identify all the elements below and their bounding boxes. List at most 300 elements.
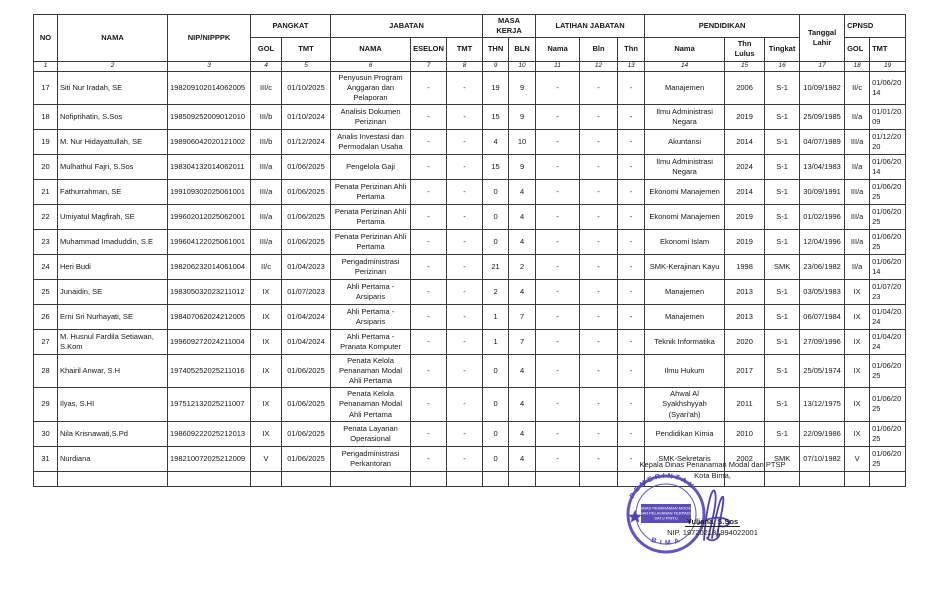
cell-no: 28: [34, 354, 58, 387]
table-row: [34, 354, 906, 387]
cell-latihan-nama: -: [536, 154, 580, 179]
cell-tmt-jabatan: -: [447, 388, 483, 421]
cell-tanggal-lahir: 22/09/1986: [800, 421, 845, 446]
cell-pendidikan-nama: Ekonomi Islam: [645, 229, 725, 254]
cell-masa-kerja-thn: 21: [483, 254, 509, 279]
cell-cpnsd-gol: II/a: [845, 154, 870, 179]
official-stamp: [608, 468, 798, 560]
cell-cpnsd-tmt: 01/12/2020: [870, 129, 906, 154]
cell-pendidikan-nama: SMK-Sekretaris: [645, 446, 725, 471]
cell-masa-kerja-bln: 9: [509, 71, 536, 104]
cell-gol: IX: [251, 354, 282, 387]
cell-nip: 199609272024211004: [168, 329, 251, 354]
cell-cpnsd-tmt: 01/06/2025: [870, 204, 906, 229]
col-number: 18: [845, 61, 870, 71]
cell-jabatan: Ahli Pertama - Pranata Komputer: [331, 329, 411, 354]
cell-cpnsd-tmt: 01/06/2025: [870, 421, 906, 446]
cell-jabatan: Penata Perizinan Ahli Pertama: [331, 229, 411, 254]
column-number-row: [34, 61, 906, 71]
cell-jabatan: Penata Layanan Operasional: [331, 421, 411, 446]
cell-masa-kerja-bln: [509, 471, 536, 486]
cell-gol: IX: [251, 388, 282, 421]
cell-thn-lulus: 2014: [725, 179, 765, 204]
col-header-jabatan: JABATAN: [331, 15, 483, 38]
cell-latihan-thn: -: [618, 71, 645, 104]
cell-latihan-thn: -: [618, 329, 645, 354]
col-header-masa-kerja: MASA KERJA: [483, 15, 536, 38]
cell-nama: Nila Krisnawati,S.Pd: [58, 421, 168, 446]
cell-masa-kerja-thn: 0: [483, 354, 509, 387]
col-header-gol: GOL: [251, 38, 282, 61]
cell-masa-kerja-bln: 4: [509, 279, 536, 304]
cell-gol: V: [251, 446, 282, 471]
col-number: 19: [870, 61, 906, 71]
cell-nama: [58, 471, 168, 486]
cell-nip: 198609222025212013: [168, 421, 251, 446]
table-row: [34, 304, 906, 329]
cell-cpnsd-tmt: 01/06/2025: [870, 179, 906, 204]
signer-nip: NIP. 197202131994022001: [667, 528, 758, 537]
cell-latihan-nama: -: [536, 421, 580, 446]
cell-eselon: -: [411, 104, 447, 129]
cell-cpnsd-gol: IX: [845, 421, 870, 446]
cell-tingkat: S-1: [765, 104, 800, 129]
cell-latihan-bln: -: [580, 179, 618, 204]
cell-masa-kerja-bln: 4: [509, 446, 536, 471]
cell-nip: 199602012025062001: [168, 204, 251, 229]
signature-title: Kepala Dinas Penanaman Modal dan PTSP: [639, 460, 786, 469]
col-header-nama: NAMA: [58, 15, 168, 62]
cell-cpnsd-gol: III/a: [845, 204, 870, 229]
cell-tmt-jabatan: -: [447, 354, 483, 387]
cell-nip: 198305032023211012: [168, 279, 251, 304]
cell-latihan-thn: -: [618, 421, 645, 446]
cell-cpnsd-gol: III/a: [845, 229, 870, 254]
cell-no: [34, 471, 58, 486]
cell-gol: II/c: [251, 254, 282, 279]
col-number: 9: [483, 61, 509, 71]
col-header-tmt-jabatan: TMT: [447, 38, 483, 61]
cell-latihan-nama: -: [536, 304, 580, 329]
cell-jabatan: Penata Kelola Penanaman Modal Ahli Pertama: [331, 354, 411, 387]
cell-pendidikan-nama: Akuntansi: [645, 129, 725, 154]
cell-no: 25: [34, 279, 58, 304]
stamp-ring-bottom-text: BIMA: [650, 535, 685, 548]
cell-latihan-nama: -: [536, 179, 580, 204]
cell-tmt-pangkat: 01/06/2025: [282, 446, 331, 471]
cell-masa-kerja-thn: 1: [483, 329, 509, 354]
cell-masa-kerja-thn: [483, 471, 509, 486]
cell-eselon: -: [411, 421, 447, 446]
cell-cpnsd-tmt: 01/06/2025: [870, 229, 906, 254]
cell-latihan-nama: -: [536, 204, 580, 229]
cell-nama: Muhammad Imaduddin, S.E: [58, 229, 168, 254]
cell-jabatan: Penata Perizinan Ahli Pertama: [331, 204, 411, 229]
cell-nip: 199604122025061001: [168, 229, 251, 254]
cell-cpnsd-tmt: 01/07/2023: [870, 279, 906, 304]
cell-no: 22: [34, 204, 58, 229]
cell-nama: M. Nur Hidayattullah, SE: [58, 129, 168, 154]
cell-masa-kerja-bln: 4: [509, 229, 536, 254]
cell-pendidikan-nama: Pendidikan Kimia: [645, 421, 725, 446]
cell-latihan-nama: -: [536, 354, 580, 387]
cell-eselon: -: [411, 304, 447, 329]
cell-tmt-pangkat: 01/06/2025: [282, 179, 331, 204]
cell-nama: Junaidin, SE: [58, 279, 168, 304]
cell-jabatan: Penata Kelola Penanaman Modal Ahli Pertama: [331, 388, 411, 421]
cell-tmt-jabatan: -: [447, 329, 483, 354]
table-row: [34, 329, 906, 354]
cell-gol: IX: [251, 421, 282, 446]
cell-eselon: [411, 471, 447, 486]
col-header-latihan-jabatan: LATIHAN JABATAN: [536, 15, 645, 38]
cell-nama: Ilyas, S.HI: [58, 388, 168, 421]
cell-masa-kerja-thn: 0: [483, 229, 509, 254]
col-number: 5: [282, 61, 331, 71]
cell-no: 30: [34, 421, 58, 446]
col-number: 17: [800, 61, 845, 71]
cell-latihan-nama: -: [536, 329, 580, 354]
cell-tanggal-lahir: 01/02/1996: [800, 204, 845, 229]
cell-nama: M. Husnul Fardila Setiawan, S.Kom: [58, 329, 168, 354]
cell-latihan-nama: -: [536, 446, 580, 471]
cell-tingkat: SMK: [765, 254, 800, 279]
cell-pendidikan-nama: Manajemen: [645, 71, 725, 104]
cell-eselon: -: [411, 354, 447, 387]
cell-masa-kerja-thn: 15: [483, 104, 509, 129]
cell-jabatan: Pengadministrasi Perizinan: [331, 254, 411, 279]
col-number: 12: [580, 61, 618, 71]
cell-nip: 198206232014061004: [168, 254, 251, 279]
col-number: 14: [645, 61, 725, 71]
col-number: 1: [34, 61, 58, 71]
col-header-cpnsd-tmt: TMT: [870, 38, 906, 61]
cell-masa-kerja-thn: 0: [483, 446, 509, 471]
cell-pendidikan-nama: Ilmu Administrasi Negara: [645, 104, 725, 129]
cell-tmt-jabatan: -: [447, 279, 483, 304]
cell-latihan-bln: -: [580, 279, 618, 304]
col-number: 13: [618, 61, 645, 71]
table-row: [34, 229, 906, 254]
cell-masa-kerja-bln: 2: [509, 254, 536, 279]
cell-gol: III/a: [251, 179, 282, 204]
cell-latihan-thn: -: [618, 229, 645, 254]
cell-tanggal-lahir: 03/05/1983: [800, 279, 845, 304]
cell-nama: Heri Budi: [58, 254, 168, 279]
cell-tmt-jabatan: -: [447, 446, 483, 471]
col-header-latihan-bln: Bln: [580, 38, 618, 61]
cell-tingkat: S-1: [765, 229, 800, 254]
cell-thn-lulus: 2013: [725, 304, 765, 329]
cell-masa-kerja-bln: 4: [509, 204, 536, 229]
cell-nip: 198509252009012010: [168, 104, 251, 129]
col-header-tingkat: Tingkat: [765, 38, 800, 61]
cell-eselon: -: [411, 204, 447, 229]
col-header-pendidikan: PENDIDIKAN: [645, 15, 800, 38]
cell-jabatan: Penyusun Program Anggaran dan Pelaporan: [331, 71, 411, 104]
cell-masa-kerja-bln: 9: [509, 154, 536, 179]
table-row: [34, 179, 906, 204]
cell-no: 29: [34, 388, 58, 421]
cell-eselon: -: [411, 154, 447, 179]
col-number: 15: [725, 61, 765, 71]
cell-thn-lulus: 2014: [725, 129, 765, 154]
cell-gol: III/b: [251, 129, 282, 154]
cell-masa-kerja-bln: 4: [509, 179, 536, 204]
cell-tingkat: S-1: [765, 354, 800, 387]
cell-tanggal-lahir: 27/09/1996: [800, 329, 845, 354]
cell-tmt-pangkat: 01/12/2024: [282, 129, 331, 154]
cell-tingkat: S-1: [765, 279, 800, 304]
cell-no: 27: [34, 329, 58, 354]
cell-thn-lulus: 1998: [725, 254, 765, 279]
cell-tmt-jabatan: [447, 471, 483, 486]
cell-gol: III/a: [251, 204, 282, 229]
cell-jabatan: Pengadministrasi Perkantoran: [331, 446, 411, 471]
col-header-tanggal-lahir: Tanggal Lahir: [800, 15, 845, 62]
cell-latihan-nama: -: [536, 388, 580, 421]
cell-jabatan: Analisis Dokumen Perizinan: [331, 104, 411, 129]
cell-latihan-nama: -: [536, 104, 580, 129]
cell-masa-kerja-thn: 19: [483, 71, 509, 104]
col-header-no: NO: [34, 15, 58, 62]
personnel-table: [33, 14, 906, 487]
cell-cpnsd-gol: IX: [845, 304, 870, 329]
cell-thn-lulus: 2019: [725, 229, 765, 254]
cell-no: 23: [34, 229, 58, 254]
cell-cpnsd-gol: III/a: [845, 179, 870, 204]
cell-latihan-thn: -: [618, 388, 645, 421]
cell-masa-kerja-bln: 10: [509, 129, 536, 154]
cell-tmt-pangkat: 01/10/2025: [282, 71, 331, 104]
cell-no: 24: [34, 254, 58, 279]
cell-nip: [168, 471, 251, 486]
cell-latihan-thn: -: [618, 129, 645, 154]
cell-tmt-jabatan: -: [447, 179, 483, 204]
cell-latihan-thn: -: [618, 254, 645, 279]
cell-masa-kerja-thn: 1: [483, 304, 509, 329]
cell-latihan-bln: -: [580, 329, 618, 354]
cell-cpnsd-gol: V: [845, 446, 870, 471]
cell-cpnsd-gol: IX: [845, 388, 870, 421]
col-header-cpnsd: CPNSD: [845, 15, 906, 38]
cell-latihan-bln: -: [580, 229, 618, 254]
cell-tmt-jabatan: -: [447, 129, 483, 154]
cell-tmt-jabatan: -: [447, 71, 483, 104]
cell-tanggal-lahir: 30/09/1991: [800, 179, 845, 204]
col-number: 16: [765, 61, 800, 71]
cell-nama: Umiyatul Magfirah, SE: [58, 204, 168, 229]
cell-tmt-pangkat: 01/06/2025: [282, 229, 331, 254]
stamp-inner-line2: DAN PELAYANAN TERPADU: [639, 510, 693, 516]
cell-nama: Fathurrahman, SE: [58, 179, 168, 204]
cell-thn-lulus: 2017: [725, 354, 765, 387]
cell-eselon: -: [411, 129, 447, 154]
col-number: 7: [411, 61, 447, 71]
cell-tmt-pangkat: 01/10/2024: [282, 104, 331, 129]
cell-cpnsd-tmt: 01/06/2014: [870, 254, 906, 279]
stamp-inner-line3: SATU PINTU: [654, 515, 678, 521]
cell-tingkat: S-1: [765, 421, 800, 446]
cell-thn-lulus: 2013: [725, 279, 765, 304]
cell-cpnsd-tmt: 01/01/2009: [870, 104, 906, 129]
cell-cpnsd-gol: IX: [845, 279, 870, 304]
cell-pendidikan-nama: Ekonomi Manajemen: [645, 204, 725, 229]
cell-eselon: -: [411, 329, 447, 354]
cell-nip: 198304132014062011: [168, 154, 251, 179]
cell-latihan-bln: -: [580, 129, 618, 154]
col-header-nip: NIP/NIPPPK: [168, 15, 251, 62]
cell-tingkat: S-1: [765, 154, 800, 179]
cell-tmt-pangkat: 01/06/2025: [282, 204, 331, 229]
cell-gol: IX: [251, 329, 282, 354]
cell-nip: 199109302025061001: [168, 179, 251, 204]
cell-masa-kerja-thn: 0: [483, 421, 509, 446]
cell-masa-kerja-bln: 4: [509, 354, 536, 387]
cell-gol: IX: [251, 279, 282, 304]
col-number: 2: [58, 61, 168, 71]
cell-masa-kerja-bln: 4: [509, 421, 536, 446]
cell-tingkat: S-1: [765, 204, 800, 229]
cell-latihan-thn: -: [618, 304, 645, 329]
table-row: [34, 279, 906, 304]
cell-gol: III/a: [251, 154, 282, 179]
cell-cpnsd-tmt: 01/06/2025: [870, 446, 906, 471]
col-header-jabatan-nama: NAMA: [331, 38, 411, 61]
col-header-bln: BLN: [509, 38, 536, 61]
cell-thn-lulus: 2002: [725, 446, 765, 471]
cell-thn-lulus: 2024: [725, 154, 765, 179]
cell-tmt-jabatan: -: [447, 229, 483, 254]
cell-eselon: -: [411, 254, 447, 279]
cell-nama: Mulhathul Fajri, S.Sos: [58, 154, 168, 179]
cell-masa-kerja-bln: 4: [509, 388, 536, 421]
table-row: [34, 71, 906, 104]
cell-tanggal-lahir: 23/06/1982: [800, 254, 845, 279]
cell-thn-lulus: 2019: [725, 104, 765, 129]
cell-jabatan: Ahli Pertama - Arsiparis: [331, 304, 411, 329]
cell-no: 31: [34, 446, 58, 471]
cell-latihan-thn: -: [618, 279, 645, 304]
cell-latihan-bln: -: [580, 254, 618, 279]
cell-tmt-pangkat: 01/06/2025: [282, 421, 331, 446]
col-number: 11: [536, 61, 580, 71]
cell-latihan-bln: -: [580, 204, 618, 229]
cell-tanggal-lahir: 25/09/1985: [800, 104, 845, 129]
table-row: [34, 388, 906, 421]
cell-latihan-thn: -: [618, 354, 645, 387]
cell-gol: III/a: [251, 229, 282, 254]
cell-jabatan: Ahli Pertama - Arsiparis: [331, 279, 411, 304]
cell-latihan-thn: -: [618, 204, 645, 229]
cell-tingkat: S-1: [765, 71, 800, 104]
cell-tmt-pangkat: 01/06/2025: [282, 388, 331, 421]
cell-tmt-pangkat: 01/06/2025: [282, 154, 331, 179]
stamp-inner-line1: DINAS PENANAMAN MODAL: [638, 505, 694, 511]
cell-jabatan: Analis Investasi dan Permodalan Usaha: [331, 129, 411, 154]
table-body: [34, 71, 906, 486]
cell-tanggal-lahir: 13/12/1975: [800, 388, 845, 421]
cell-thn-lulus: 2010: [725, 421, 765, 446]
cell-latihan-thn: -: [618, 446, 645, 471]
cell-tmt-pangkat: 01/07/2023: [282, 279, 331, 304]
table-row: [34, 421, 906, 446]
table-header: [34, 15, 906, 72]
cell-tingkat: S-1: [765, 129, 800, 154]
cell-latihan-bln: -: [580, 104, 618, 129]
cell-pendidikan-nama: Ekonomi Manajemen: [645, 179, 725, 204]
cell-pendidikan-nama: Ilmu Hukum: [645, 354, 725, 387]
cell-cpnsd-gol: II/c: [845, 71, 870, 104]
col-number: 6: [331, 61, 411, 71]
col-number: 4: [251, 61, 282, 71]
cell-tmt-pangkat: [282, 471, 331, 486]
cell-cpnsd-gol: III/a: [845, 129, 870, 154]
cell-no: 21: [34, 179, 58, 204]
cell-pendidikan-nama: Manajemen: [645, 279, 725, 304]
cell-eselon: -: [411, 279, 447, 304]
col-header-thn: THN: [483, 38, 509, 61]
cell-latihan-bln: -: [580, 421, 618, 446]
cell-latihan-nama: -: [536, 229, 580, 254]
cell-thn-lulus: 2006: [725, 71, 765, 104]
cell-tingkat: S-1: [765, 329, 800, 354]
cell-masa-kerja-thn: 0: [483, 204, 509, 229]
cell-pendidikan-nama: Ilmu Administrasi Negara: [645, 154, 725, 179]
cell-thn-lulus: 2019: [725, 204, 765, 229]
cell-nama: Nurdiana: [58, 446, 168, 471]
cell-gol: III/c: [251, 71, 282, 104]
cell-jabatan: [331, 471, 411, 486]
cell-eselon: -: [411, 446, 447, 471]
cell-nama: Khairil Anwar, S.H: [58, 354, 168, 387]
cell-cpnsd-gol: II/a: [845, 104, 870, 129]
col-number: 3: [168, 61, 251, 71]
cell-masa-kerja-thn: 0: [483, 179, 509, 204]
cell-latihan-nama: -: [536, 129, 580, 154]
cell-tanggal-lahir: 07/10/1982: [800, 446, 845, 471]
table-row: [34, 129, 906, 154]
cell-tanggal-lahir: 25/05/1974: [800, 354, 845, 387]
col-header-latihan-nama: Nama: [536, 38, 580, 61]
cell-tmt-jabatan: -: [447, 254, 483, 279]
cell-no: 19: [34, 129, 58, 154]
cell-eselon: -: [411, 229, 447, 254]
cell-gol: IX: [251, 304, 282, 329]
cell-cpnsd-gol: IX: [845, 354, 870, 387]
cell-latihan-thn: -: [618, 179, 645, 204]
signature-location: Kota Bima,: [694, 471, 731, 480]
cell-cpnsd-gol: IX: [845, 329, 870, 354]
cell-pendidikan-nama: Teknik Informatika: [645, 329, 725, 354]
cell-nip: 198407062024212005: [168, 304, 251, 329]
cell-pendidikan-nama: SMK-Kerajinan Kayu: [645, 254, 725, 279]
cell-masa-kerja-bln: 7: [509, 304, 536, 329]
cell-latihan-thn: -: [618, 154, 645, 179]
cell-cpnsd-gol: II/a: [845, 254, 870, 279]
table-row: [34, 204, 906, 229]
cell-tmt-jabatan: -: [447, 104, 483, 129]
cell-tmt-pangkat: 01/04/2023: [282, 254, 331, 279]
cell-masa-kerja-thn: 2: [483, 279, 509, 304]
cell-gol: [251, 471, 282, 486]
cell-tanggal-lahir: 13/04/1983: [800, 154, 845, 179]
cell-cpnsd-tmt: 01/04/2024: [870, 304, 906, 329]
cell-latihan-nama: -: [536, 71, 580, 104]
cell-latihan-bln: -: [580, 154, 618, 179]
cell-nip: 197512132025211007: [168, 388, 251, 421]
cell-cpnsd-tmt: 01/06/2025: [870, 354, 906, 387]
